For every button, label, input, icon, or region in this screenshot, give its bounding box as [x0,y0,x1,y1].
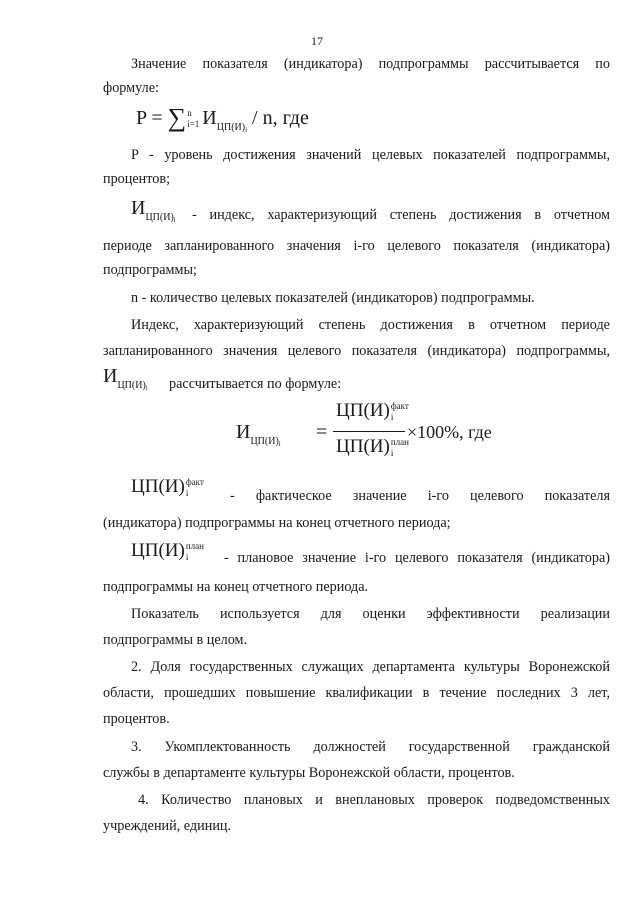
fact-symbol-inline [131,476,204,499]
equals-sign: = [316,421,328,443]
item-4-line1: 4. Количество плановых и внеплановых проверок подведомственных [138,792,610,808]
plan-superscript: план [185,540,204,551]
formula-index-fraction [0,396,640,470]
paragraph-index-line1: Индекс, характеризующий степень достижения в отчетном периоде [131,317,610,333]
plan-main: ЦП(И) [131,540,185,561]
formula-p-sum [136,104,309,144]
page-number: 17 [311,34,323,48]
index-symbol: И [103,365,118,387]
index-symbol: И [202,107,217,129]
sum-upper-limit: n [187,108,192,119]
fact-main: ЦП(И) [131,476,185,497]
paragraph-formula-intro-line1: Значение показателя (индикатора) подпрограммы рассчитывается по [131,56,610,72]
index-symbol: И [236,421,251,443]
item-3-line1: 3. Укомплектованность должностей государственной гражданской [131,739,610,755]
numerator-superscript: факт [390,400,409,411]
index-subscript-i: i [278,440,281,448]
numerator-main: ЦП(И) [336,400,390,421]
denominator-main: ЦП(И) [336,436,390,457]
item-2-line3: процентов. [103,711,170,727]
definition-n: n - количество целевых показателей (индикаторов) подпрограммы. [131,290,535,306]
definition-p-line2: процентов; [103,171,171,187]
plan-subscript: i [185,551,189,562]
index-subscript-i: i [173,216,176,224]
paragraph-usage-line2: подпрограммы в целом. [103,632,248,648]
fact-superscript: факт [185,476,204,487]
paragraph-usage-line1: Показатель используется для оценки эффективности реализации [131,606,610,622]
sigma-symbol: ∑ [167,103,187,132]
index-subscript-i: i [245,126,248,134]
formula-tail: ×100%, где [407,422,492,442]
item-4-line2: учреждений, единиц. [103,818,232,834]
formula-tail: / n, где [247,107,309,129]
denominator-subscript: i [390,447,394,458]
definition-index-line2: периоде запланированного значения i-го целевого показателя (индикатора) [103,238,610,254]
paragraph-index-line3: рассчитывается по формуле: [169,376,342,392]
sum-lower-limit: i=1 [187,119,200,130]
definition-fact-line1: - фактическое значение i-го целевого показателя [230,488,610,504]
plan-symbol-inline [131,540,204,563]
formula-lhs: P = [136,107,168,129]
definition-p-line1: P - уровень достижения значений целевых показателей подпрограммы, [131,147,610,163]
index-subscript: ЦП(И) [250,436,279,447]
denominator-superscript: план [390,436,409,447]
definition-plan-line1: - плановое значение i-го целевого показателя (индикатора) [224,550,610,566]
formula-lhs [236,420,281,456]
definition-index-line1: - индекс, характеризующий степень достижения в отчетном [192,207,610,223]
item-3-line2: службы в департаменте культуры Воронежской области, процентов. [103,765,515,781]
index-symbol: И [131,197,146,219]
item-2-line1: 2. Доля государственных служащих департамента культуры Воронежской [131,659,610,675]
index-subscript-i: i [145,384,148,392]
definition-index-line3: подпрограммы; [103,262,197,278]
paragraph-index-line2: запланированного значения целевого показателя (индикатора) подпрограммы, [103,343,610,359]
index-subscript: ЦП(И) [145,212,174,223]
index-subscript: ЦП(И) [117,380,146,391]
fraction-denominator [336,436,409,459]
index-symbol-inline [131,196,176,232]
index-symbol-inline [103,364,148,400]
index-subscript: ЦП(И) [216,122,246,133]
fraction-bar [333,431,405,432]
fact-subscript: i [185,487,189,498]
numerator-subscript: i [390,411,394,422]
fraction-numerator [336,400,409,423]
definition-fact-line2: (индикатора) подпрограммы на конец отчетного периода; [103,515,451,531]
definition-plan-line2: подпрограммы на конец отчетного периода. [103,579,369,595]
paragraph-formula-intro-line2: формуле: [103,80,159,96]
item-2-line2: области, прошедших повышение квалификации в течение последних 3 лет, [103,685,610,701]
